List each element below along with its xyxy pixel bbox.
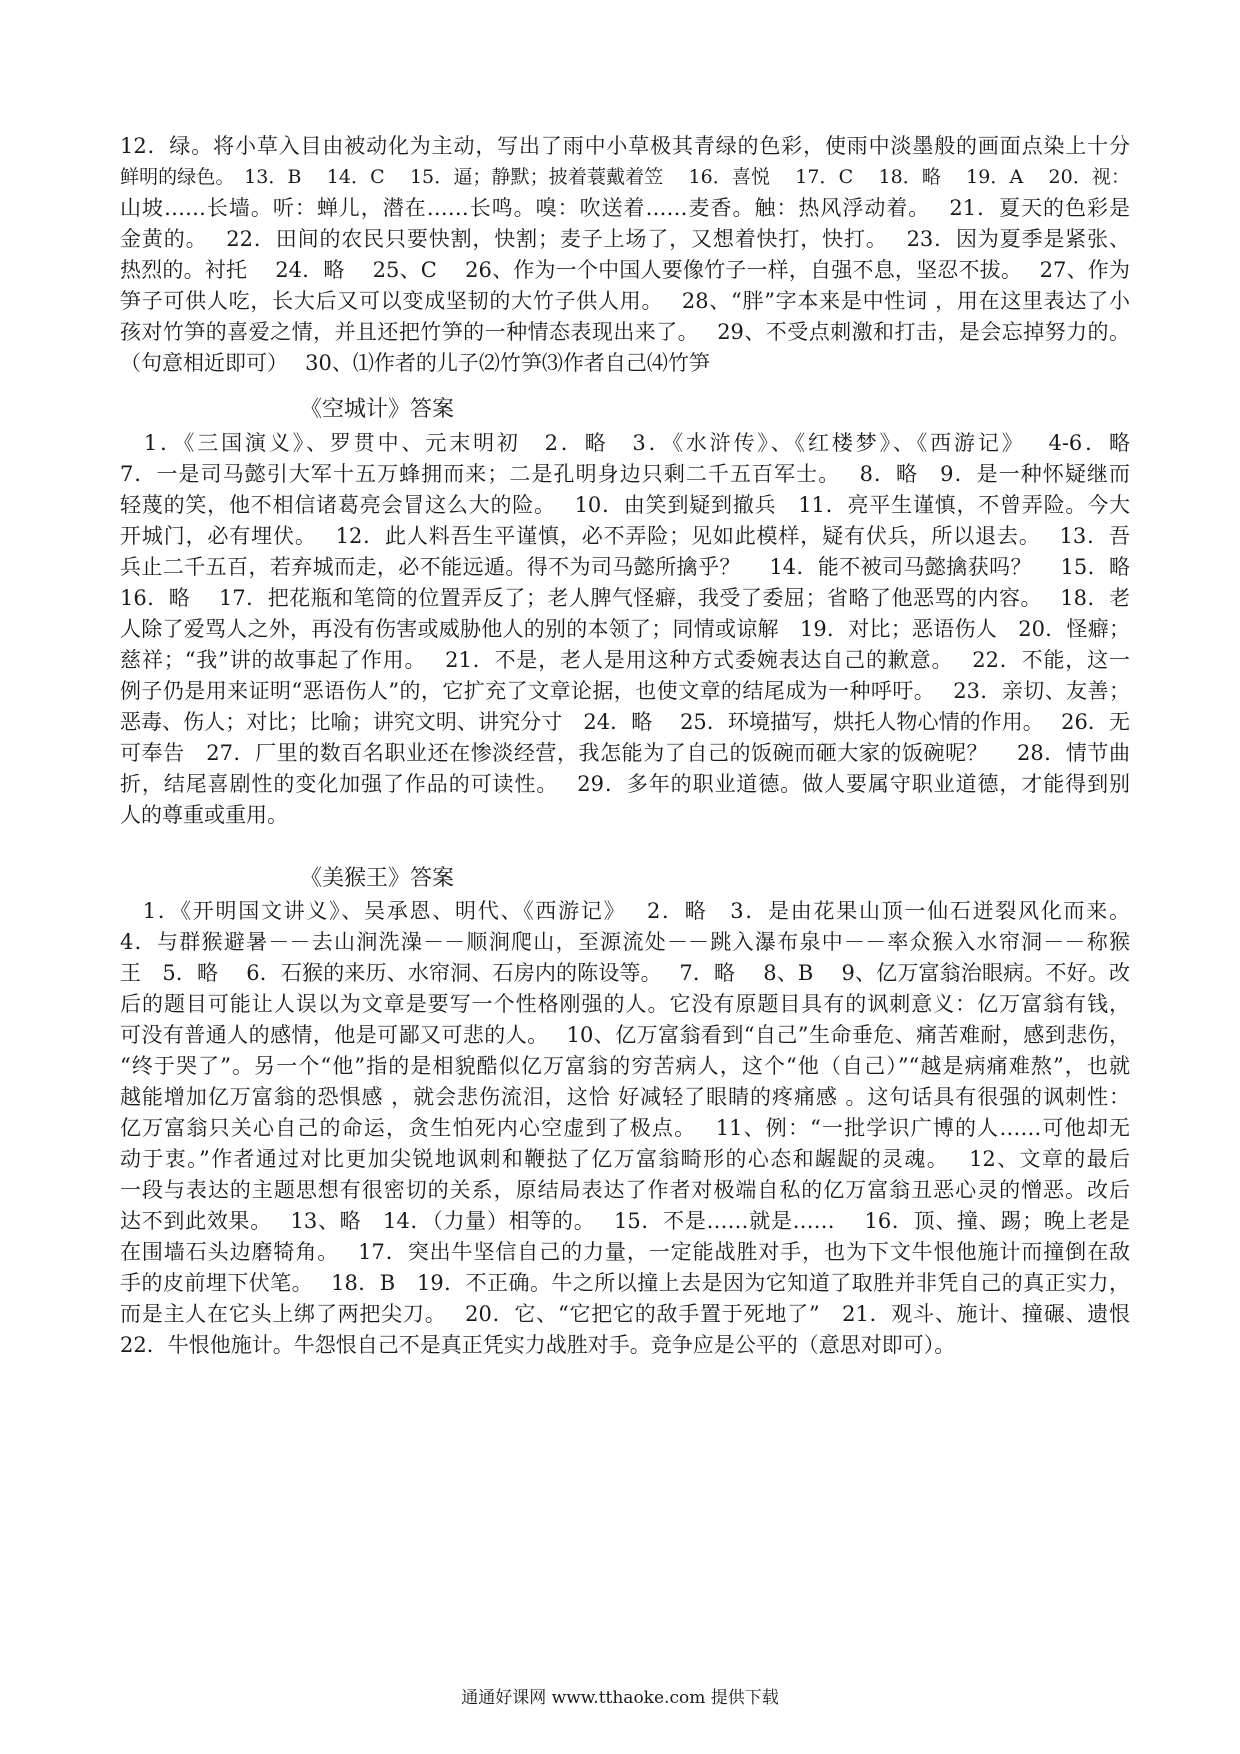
text-line: 12．绿。将小草入目由被动化为主动，写出了雨中小草极其青绿的色彩，使雨中淡墨般的画面点染上十分 [120, 134, 1130, 158]
text-line: 恶毒、伤人；对比；比喻；讲究文明、讲究分寸 24．略 25．环境描写，烘托人物心情的作用。 26．无 [120, 710, 1130, 734]
text-line: 折，结尾喜剧性的变化加强了作品的可读性。 29．多年的职业道德。做人要属守职业道德，才能得到别 [120, 772, 1130, 796]
text-line: 亿万富翁只关心自己的命运，贪生怕死内心空虚到了极点。 11、例：“一批学识广博的人……可他却无 [120, 1116, 1130, 1140]
text-line: 热烈的。衬托 24．略 25、C 26、作为一个中国人要像竹子一样，自强不息，坚忍不拔。 27、作为 [120, 258, 1130, 282]
text-line: 笋子可供人吃，长大后又可以变成坚韧的大竹子供人用。 28、“胖”字本来是中性词 ，用在这里表达了小 [120, 289, 1130, 313]
text-line: 金黄的。 22．田间的农民只要快割，快割；麦子上场了，又想着快打，快打。 23．因为夏季是紧张、 [120, 227, 1130, 251]
text-line: 后的题目可能让人误以为文章是要写一个性格刚强的人。它没有原题目具有的讽刺意义：亿万富翁有钱， [120, 992, 1130, 1016]
text-line: 可没有普通人的感情，他是可鄙又可悲的人。 10、亿万富翁看到“自己”生命垂危、痛苦难耐，感到悲伤， [120, 1023, 1130, 1047]
text-line: 手的皮前埋下伏笔。 18．B 19．不正确。牛之所以撞上去是因为它知道了取胜并非凭自己的真正实力， [120, 1271, 1130, 1295]
text-line: 可奉告 27．厂里的数百名职业还在惨淡经营，我怎能为了自己的饭碗而砸大家的饭碗呢？ 28．情节曲 [120, 741, 1130, 765]
text-line: 鲜明的绿色。 13．B 14．C 15．逼；静默；披着蓑戴着笠 16．喜悦 17．C 18．略 19．A 20．视： [120, 166, 1130, 188]
text-line: 孩对竹笋的喜爱之情，并且还把竹笋的一种情态表现出来了。 29、不受点刺激和打击，是会忘掉努力的。 [120, 320, 1130, 344]
section-heading-kongchengji: 《空城计》答案 [300, 397, 455, 422]
text-line: 16．略 17．把花瓶和笔筒的位置弄反了；老人脾气怪癖，我受了委屈；省略了他恶骂的内容。 18．老 [120, 586, 1130, 610]
text-line: 兵止二千五百，若弃城而走，必不能远遁。得不为司马懿所擒乎？ 14．能不被司马懿擒获吗？ 15．略 [120, 555, 1130, 579]
text-line: 开城门，必有埋伏。 12．此人料吾生平谨慎，必不弄险；见如此模样，疑有伏兵，所以退去。 13．吾 [120, 524, 1130, 548]
text-line: 轻蔑的笑，他不相信诸葛亮会冒这么大的险。 10．由笑到疑到撤兵 11．亮平生谨慎，不曾弄险。今大 [120, 493, 1130, 517]
text-line: “终于哭了”。另一个“他”指的是相貌酷似亿万富翁的穷苦病人，这个“他（自己）”“越是病痛难熬”，也就 [120, 1054, 1130, 1078]
text-line: 越能增加亿万富翁的恐惧感 ，就会悲伤流泪，这恰 好减轻了眼睛的疼痛感 。这句话具有很强的讽刺性： [120, 1085, 1130, 1109]
text-line: 慈祥；“我”讲的故事起了作用。 21．不是，老人是用这种方式委婉表达自己的歉意。 22．不能，这一 [120, 648, 1130, 672]
text-line: 而是主人在它头上绑了两把尖刀。 20．它、“它把它的敌手置于死地了” 21．观斗、施计、撞碾、遗恨 [120, 1302, 1130, 1326]
text-line: （句意相近即可） 30、⑴作者的儿子⑵竹笋⑶作者自己⑷竹笋 [120, 351, 710, 375]
text-line: 例子仍是用来证明“恶语伤人”的，它扩充了文章论据，也使文章的结尾成为一种呼吁。 23．亲切、友善； [120, 679, 1130, 703]
text-line: 1．《开明国文讲义》、吴承恩、明代、《西游记》 2．略 3．是由花果山顶一仙石迸裂风化而来。 [120, 899, 1130, 923]
text-line: 山坡……长墙。听：蝉儿，潜在……长鸣。嗅：吹送着……麦香。触：热风浮动着。 21．夏天的色彩是 [120, 196, 1130, 220]
text-line: 人的尊重或重用。 [120, 803, 288, 827]
text-line: 1．《三国演义》、罗贯中、元末明初 2．略 3．《水浒传》、《红楼梦》、《西游记》 4-6．略 [120, 431, 1130, 455]
text-line: 在围墙石头边磨犄角。 17．突出牛坚信自己的力量，一定能战胜对手，也为下文牛恨他施计而撞倒在敌 [120, 1240, 1130, 1264]
text-line: 王 5．略 6．石猴的来历、水帘洞、石房内的陈设等。 7．略 8、B 9、亿万富翁治眼病。不好。改 [120, 961, 1130, 985]
page-footer: 通通好课网 www.tthaoke.com 提供下载 [461, 1688, 779, 1708]
text-line: 一段与表达的主题思想有很密切的关系，原结局表达了作者对极端自私的亿万富翁丑恶心灵的憎恶。改后 [120, 1178, 1130, 1202]
text-line: 人除了爱骂人之外，再没有伤害或威胁他人的别的本领了；同情或谅解 19．对比；恶语伤人 20．怪癖； [120, 617, 1130, 641]
text-line: 7．一是司马懿引大军十五万蜂拥而来；二是孔明身边只剩二千五百军士。 8．略 9．是一种怀疑继而 [120, 462, 1130, 486]
section-heading-meihouwang: 《美猴王》答案 [300, 866, 455, 891]
text-line: 22．牛恨他施计。牛怨恨自己不是真正凭实力战胜对手。竞争应是公平的（意思对即可）。 [120, 1333, 956, 1357]
text-line: 动于衷。”作者通过对比更加尖锐地讽刺和鞭挞了亿万富翁畸形的心态和龌龊的灵魂。 12、文章的最后 [120, 1147, 1130, 1171]
text-line: 达不到此效果。 13、略 14．（力量）相等的。 15．不是……就是…… 16．顶、撞、踢；晚上老是 [120, 1209, 1130, 1233]
text-line: 4．与群猴避暑－－去山涧洗澡－－顺涧爬山，至源流处－－跳入瀑布泉中－－率众猴入水帘洞－－称猴 [120, 930, 1130, 954]
